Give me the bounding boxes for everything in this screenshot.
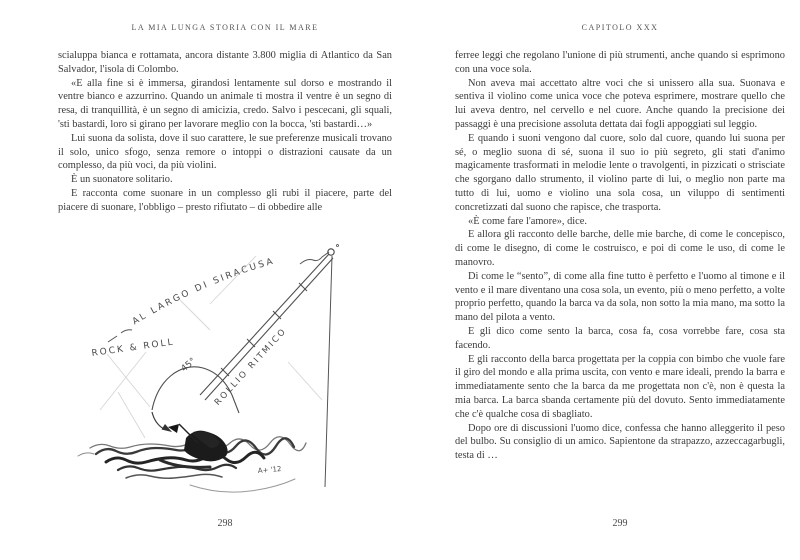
- left-page-number: 298: [217, 518, 233, 529]
- motion-arrow: [152, 412, 172, 432]
- paragraph: Lui suona da solista, dove il suo carattere, le sue preferenze musicali trovano il solo, unico sfogo, senza remore o intoppi o distrazioni causate da un complesso, da più voci, da più violini.: [58, 132, 392, 172]
- left-page: [58, 0, 392, 560]
- masthead-circle: [328, 245, 339, 256]
- sketch-label-rock-and-roll: ROCK & ROLL: [91, 337, 176, 359]
- paragraph: E allora gli racconto delle barche, delle mie barche, di come le concepisco, di come le disegno, di come le costruisco, e poi di come le uso, di come le manovro.: [455, 229, 785, 268]
- paragraph: E quando i suoni vengono dal cuore, solo dal cuore, quando lui suona per sé, o meglio suona di sé, suona il suo io più segreto, gli stati d'animo magicamente trasformati in melodie lente o travolgenti, in pizzicati o strisciate che sgorgano dallo strumento, il violino parte di lui, o meglio non parte ma tutto di lui, uomo e violino una sola cosa, un viluppo di sentimenti concretizzati dal suono che rapisce, che trasporta.: [455, 132, 785, 213]
- right-body-text: [455, 49, 785, 463]
- paragraph: E racconta come suonare in un complesso gli rubi il piacere, parte del piacere di suonare, l'obbligo – presto rifiutato – di obbedire alle: [58, 187, 392, 213]
- paragraph: Di come le “sento”, di come alla fine tutto è perfetto e l'uomo al timone e il vento e il mare diventano una cosa sola, un evento, più o meno perfetto, a volte proprio perfetto, quando la barca va da sola, non sotto la mia mano, ma sotto la mano del pilota a vento.: [455, 270, 785, 324]
- sketch-label-mast: ROLLIO RITMICO: [212, 326, 290, 408]
- boat-sketch: [60, 242, 350, 522]
- right-page: [455, 0, 785, 560]
- paragraph: Non aveva mai accettato altre voci che si unissero alla sua. Suonava e sentiva il violino come unica voce che poteva esprimere, mostrare quello che lui aveva dentro, nel cervello e nel cuore. Anche quando la precisione dei passaggi è una precisione assoluta dettata dai fogli appoggiati sul leggio.: [455, 77, 785, 130]
- vertical-reference-line: [325, 256, 332, 487]
- right-page-number: 299: [612, 518, 628, 529]
- paragraph: scialuppa bianca e rottamata, ancora distante 3.800 miglia di Atlantico da San Salvador, l'isola di Colombo.: [58, 50, 392, 75]
- paragraph: «È come fare l'amore», dice.: [468, 215, 587, 227]
- sinking-boat: [168, 424, 228, 461]
- paragraph: ferree leggi che regolano l'unione di più strumenti, anche quando si esprimono con una voce sola.: [455, 50, 785, 75]
- paragraph: E gli dico come sento la barca, cosa fa, cosa vorrebbe fare, cosa sta facendo.: [455, 325, 785, 351]
- right-running-head: CAPITOLO XXX: [581, 23, 659, 32]
- paragraph: «E alla fine si è immersa, girandosi lentamente sul dorso e mostrando il ventre bianco e azzurrino. Quando un animale ti mostra il ventre è un segno di resa, di tranquillità, è un segno di amicizia, credo. Salvo i pescecani, gli squali, 'sti bastardi, loro si girano per lavorare meglio con la bocca, 'sti bastardi…»: [58, 77, 392, 130]
- sketch-label-angle: 45°: [179, 356, 199, 375]
- left-running-head: LA MIA LUNGA STORIA CON IL MARE: [131, 23, 319, 32]
- route-dashes: [108, 330, 132, 342]
- sketch-label-location: AL LARGO DI SIRACUSA: [130, 256, 277, 328]
- left-body-text: [58, 49, 392, 215]
- paragraph: È un suonatore solitario.: [71, 174, 173, 186]
- paragraph: Dopo ore di discussioni l'uomo dice, confessa che hanno alleggerito il peso del bulbo. Su consiglio di un amico. Sapientone da strapazzo, azzeccagarbugli, testa di …: [455, 422, 785, 462]
- paragraph: E gli racconto della barca progettata per la coppia con bimbo che vuole fare il giro del mondo e alla prima uscita, con vento e mare ideali, prendo la barra e immediatamente sento che la barca da me progettata non c'è, non è questa la mia barca. La barca sbanda certamente più del dovuto. Sento immediatamente che c'è qualche cosa di sbagliato.: [455, 353, 785, 420]
- sketch-signature: A+ '12: [257, 464, 282, 475]
